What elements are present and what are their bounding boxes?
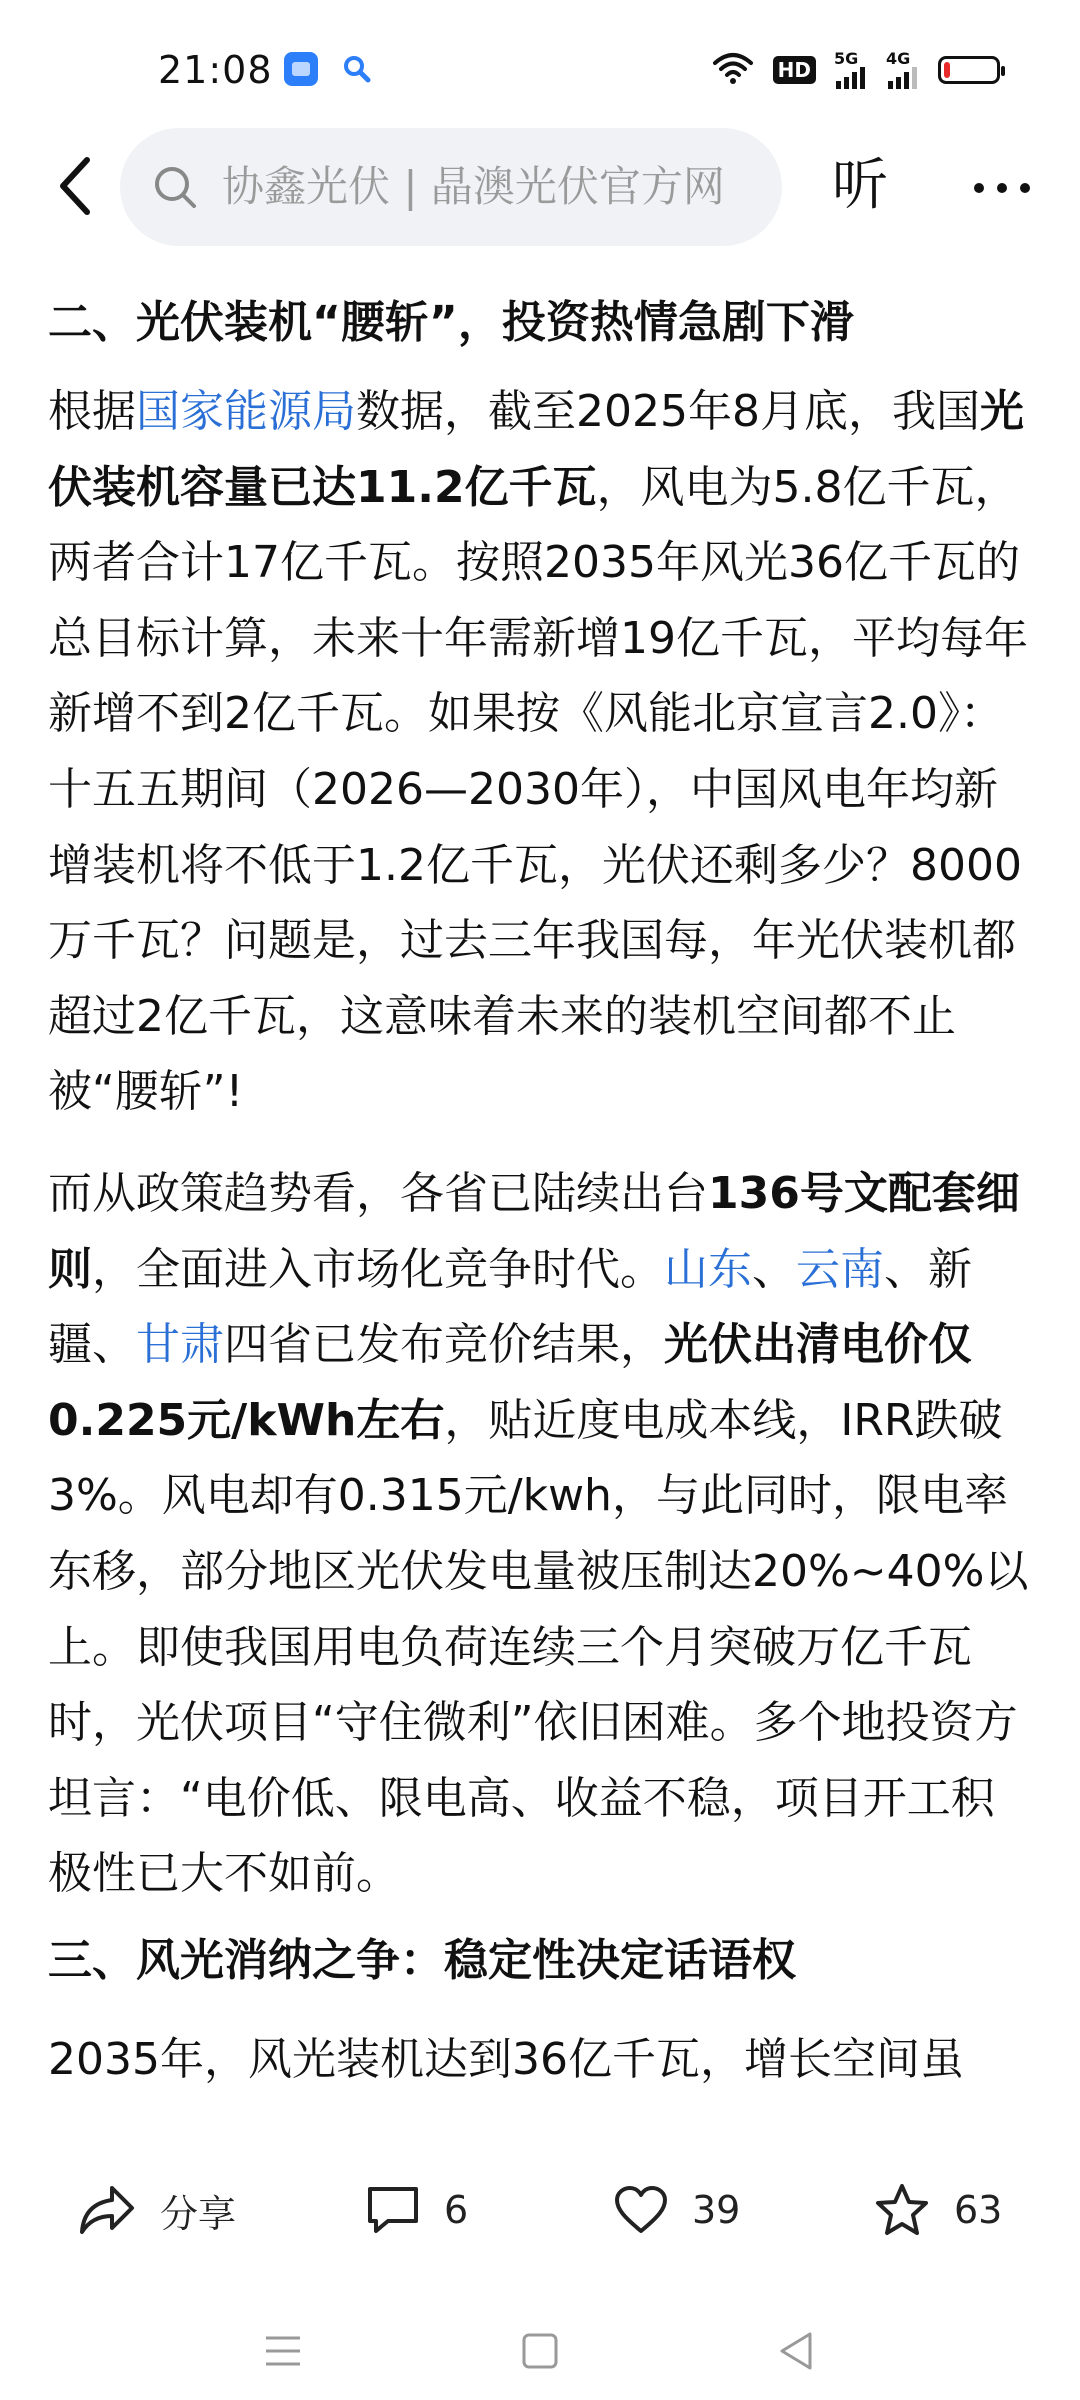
link-shandong[interactable]: 山东 [664, 1243, 752, 1295]
share-icon [78, 2184, 136, 2236]
link-energy-administration[interactable]: 国家能源局 [136, 386, 356, 437]
heart-icon [614, 2185, 668, 2235]
search-notification-icon [340, 52, 374, 86]
p1-text: ，风电为5.8亿千瓦，两者合计17亿千瓦。按照2035年风光36亿千瓦的总目标计算，未来十年需新增19亿千瓦，平均每年新增不到2亿千瓦。如果按《风能北京宣言2.0》：十五五期间（2026—2030年），中国风电年均新增装机将不低于1.2亿千瓦，光伏还剩多少？8000万千瓦？问题是，过去三年我国每，年光伏装机都超过2亿千瓦，这意味着未来的装机空间都不止被“腰斩”! [48, 461, 1028, 1118]
comment-count: 6 [444, 2188, 469, 2232]
link-gansu[interactable]: 甘肃 [136, 1319, 224, 1371]
star-icon [874, 2183, 930, 2237]
p2-text: 而从政策趋势看，各省已陆续出台 [48, 1167, 708, 1219]
search-query-text: 协鑫光伏 | 晶澳光伏官方网 [222, 162, 725, 211]
comment-button[interactable] [366, 2160, 468, 2260]
p2-text: 、新疆、 [48, 1243, 972, 1371]
link-yunnan[interactable]: 云南 [796, 1243, 884, 1295]
like-count: 39 [692, 2188, 741, 2232]
bottom-action-bar [0, 2160, 1080, 2260]
p2-text: 、 [752, 1243, 796, 1295]
status-icons [711, 50, 1000, 90]
system-nav-bar [0, 2300, 1080, 2400]
signal-4g-icon [886, 51, 920, 89]
paragraph-2 [48, 1156, 1038, 1912]
like-button[interactable] [614, 2160, 740, 2260]
favorite-count: 63 [954, 2188, 1003, 2232]
section-heading-2: 二、光伏装机“腰斩”，投资热情急剧下滑 [48, 297, 854, 348]
p2-text: 四省已发布竞价结果， [224, 1319, 664, 1371]
paragraph-3: 2035年，风光装机达到36亿千瓦，增长空间虽 [48, 2033, 964, 2085]
comment-icon [366, 2185, 420, 2235]
p1-text: 根据 [48, 386, 136, 437]
article-body [48, 292, 1038, 2097]
search-icon [152, 164, 198, 210]
status-time: 21:08 [158, 48, 273, 92]
favorite-button[interactable] [874, 2160, 1002, 2260]
top-nav [0, 125, 1080, 250]
back-button[interactable] [40, 151, 110, 221]
battery-icon [938, 56, 1000, 84]
section-heading-3: 三、风光消纳之争：稳定性决定话语权 [48, 1934, 796, 1986]
signal-5g-icon [834, 51, 868, 89]
sim2-label: 4G [886, 49, 911, 68]
more-options-button[interactable] [962, 155, 1042, 221]
battery-level [944, 62, 950, 78]
more-dots-icon [972, 181, 1032, 195]
search-box[interactable] [120, 128, 782, 246]
p2-bold: 光伏出清电价仅0.225元/kWh左右 [48, 1319, 972, 1446]
menu-icon[interactable] [258, 2326, 308, 2376]
p1-bold: 光伏装机容量已达11.2亿千瓦 [48, 386, 1024, 513]
app-notification-icon [284, 52, 318, 86]
hd-badge: HD [773, 56, 816, 84]
listen-button[interactable]: 听 [832, 153, 888, 218]
sim1-label: 5G [834, 49, 859, 68]
share-label: 分享 [160, 2191, 237, 2236]
p2-text: ，全面进入市场化竞争时代。 [92, 1243, 664, 1295]
p2-text: ，贴近度电成本线，IRR跌破3%。风电却有0.315元/kwh，与此同时，限电率东移，部分地区光伏发电量被压制达20%~40%以上。即使我国用电负荷连续三个月突破万亿千瓦时，光伏项目“守住微利”依旧困难。多个地投资方坦言：“电价低、限电高、收益不稳，项目开工积极性已大不如前。 [48, 1394, 1029, 1900]
wifi-icon [711, 51, 755, 89]
paragraph-1 [48, 374, 1038, 1130]
p2-bold: 136号文配套细则 [48, 1167, 1020, 1295]
status-bar [0, 0, 1080, 130]
p1-text: 数据，截至2025年8月底，我国 [356, 386, 980, 437]
home-icon[interactable] [515, 2326, 565, 2376]
share-button[interactable] [78, 2160, 236, 2260]
back-triangle-icon[interactable] [772, 2326, 822, 2376]
chevron-left-icon [55, 154, 95, 218]
